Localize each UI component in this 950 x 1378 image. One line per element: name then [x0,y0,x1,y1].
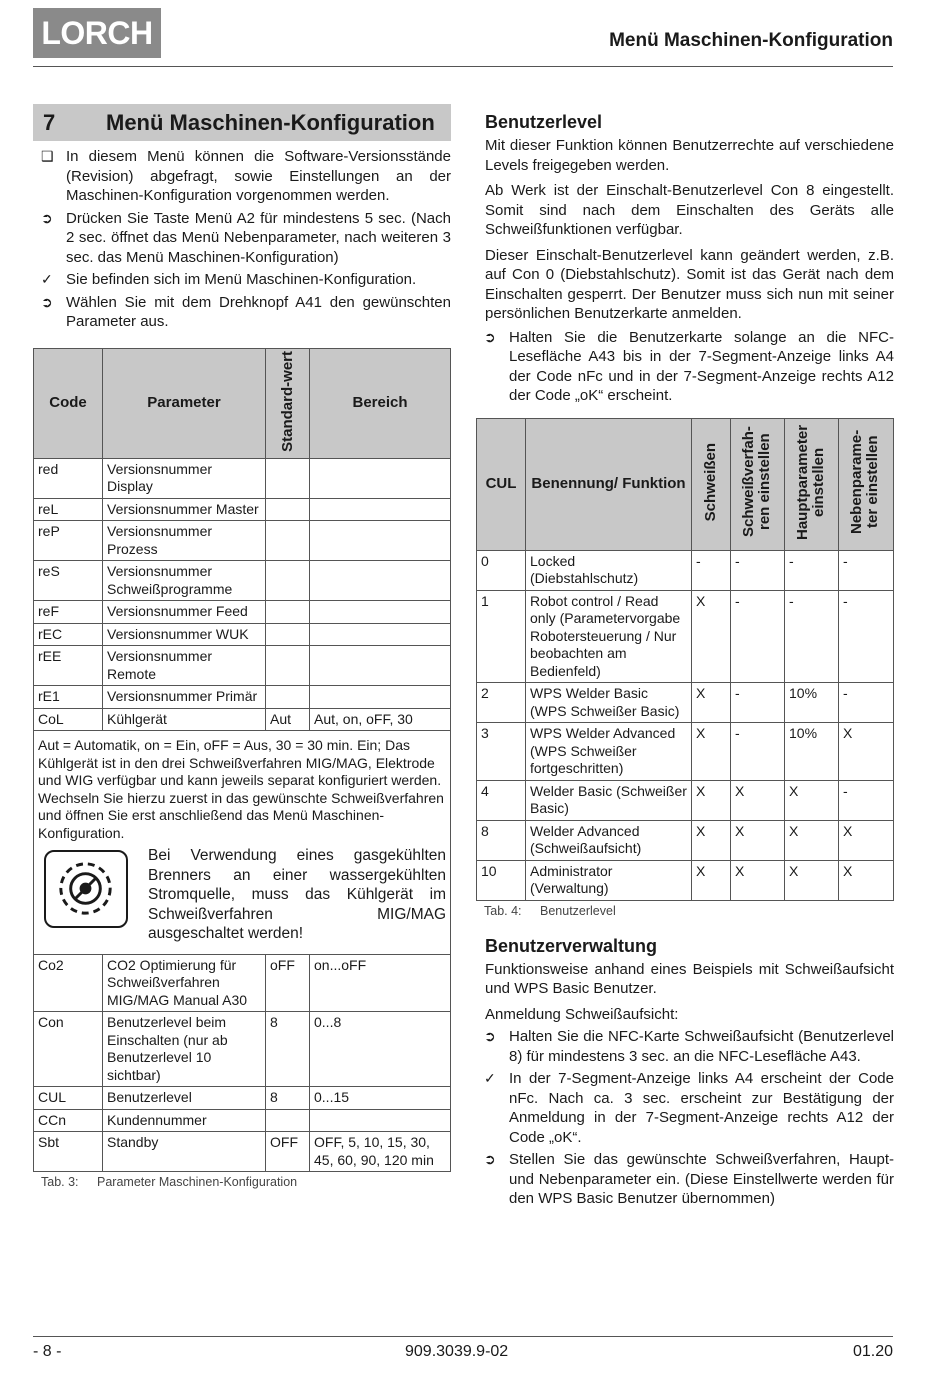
col-header-welding: Schweißen [692,418,731,550]
table4-caption: Tab. 4: Benutzerlevel [484,903,616,918]
page-number: - 8 - [33,1343,62,1360]
col-header-name: Benennung/ Funktion [526,418,692,550]
table-cell: reF [34,601,103,624]
table-row [34,646,451,686]
table-row [34,498,451,521]
table-cell: X [731,820,785,860]
chapter-heading [33,104,451,141]
list-item [33,293,451,332]
table-row [477,550,894,590]
table-cell [266,1109,310,1132]
table-cell: 1 [477,590,526,683]
table-row [477,683,894,723]
table-cell: Sbt [34,1132,103,1172]
cooling-note: Aut = Automatik, on = Ein, oFF = Aus, 30 = 30 min. Ein; Das Kühlgerät ist in den drei Schweißverfahren MIG/MAG, Elektrode und WIG verfügbar und kann jeweils separat konfiguriert werden. Wechseln Sie hierzu zuerst in das gewünschte Schweißverfahren und öffnen Sie erst anschließend das Menü Maschinen-Konfiguration. [38,737,444,841]
table-cell: Versionsnummer Schweißprogramme [103,561,266,601]
bullet-symbol: ➲ [484,1151,496,1167]
bullet-symbol: ❑ [41,148,54,164]
table-cell: OFF, 5, 10, 15, 30, 45, 60, 90, 120 min [310,1132,451,1172]
table-cell: CCn [34,1109,103,1132]
chapter-number: 7 [43,109,56,135]
table-row [34,458,451,498]
table-cell [310,521,451,561]
table-cell: Aut [266,708,310,731]
bullet-symbol: ➲ [41,293,53,310]
table-cell: 10 [477,860,526,900]
table-cell [310,686,451,709]
list-item-text: Drücken Sie Taste Menü A2 für mindestens 5 sec. (Nach 2 sec. öffnet das Menü Nebenparameter, nach weiteren 3 sec. das Menü Maschinen-Konfiguration) [66,209,451,266]
step-item [476,1069,894,1147]
table-cell: 8 [266,1012,310,1087]
paragraph: Mit dieser Funktion können Benutzerrechte auf verschiedene Levels freigegeben werden. [485,137,894,174]
document-number: 909.3039.9-02 [405,1343,509,1360]
table-row [34,1012,451,1087]
step-text: Stellen Sie das gewünschte Schweißverfahren, Haupt- und Nebenparameter ein. (Diese Einstellwerte werden für den WPS Basic Benutzer übernommen) [509,1151,894,1207]
table3-caption: Tab. 3: Parameter Maschinen-Konfiguration [41,1175,298,1190]
col-header-range: Bereich [310,348,451,458]
table-cell: - [839,683,894,723]
table-cell: 2 [477,683,526,723]
table-cell: Aut, on, oFF, 30 [310,708,451,731]
settings-gear-icon [44,850,128,928]
table-cell: X [839,860,894,900]
table-cell: X [785,820,839,860]
list-item [33,209,451,268]
table-row [34,561,451,601]
table-cell: - [731,590,785,683]
table-cell: - [692,550,731,590]
table-cell [310,601,451,624]
table-header-row [34,348,451,458]
table-cell: oFF [266,954,310,1012]
table-cell [310,1109,451,1132]
table-cell: Versionsnummer Primär [103,686,266,709]
table-cell: X [785,860,839,900]
parameter-table [33,348,451,1173]
table-cell: Welder Basic (Schweißer Basic) [526,780,692,820]
table-cell: - [839,550,894,590]
table-row [34,1109,451,1132]
table-cell [310,561,451,601]
table-cell: Benutzerlevel beim Einschalten (nur ab Benutzerlevel 10 sichtbar) [103,1012,266,1087]
paragraph: Anmeldung Schweißaufsicht: [485,1005,679,1023]
table-cell: X [692,780,731,820]
table-cell: Administrator (Verwaltung) [526,860,692,900]
table-cell: Standby [103,1132,266,1172]
right-column [476,112,894,1209]
paragraph: Ab Werk ist der Einschalt-Benutzerlevel Con 8 eingestellt. Somit sind nach dem Einschalten des Geräts alle Schweißfunktionen verfügbar. [485,182,894,238]
table-row [477,723,894,781]
table-cell [266,646,310,686]
table-cell: - [731,550,785,590]
table-cell [266,686,310,709]
table-cell: X [692,683,731,723]
step-item [476,1027,894,1066]
paragraph: Funktionsweise anhand eines Beispiels mit Schweißaufsicht und WPS Basic Benutzer. [485,960,894,997]
table-cell: CO2 Optimierung für Schweißverfahren MIG/MAG Manual A30 [103,954,266,1012]
table-cell: 3 [477,723,526,781]
table-cell: Robot control / Read only (Parametervorgabe Robotersteuerung / Nur beobachten am Bedienfeld) [526,590,692,683]
table-cell: reL [34,498,103,521]
table-row [34,686,451,709]
col-header-code: Code [34,348,103,458]
table-cell: X [692,860,731,900]
header-title: Menü Maschinen-Konfiguration [609,30,893,51]
col-header-sub-params: Nebenparame-ter einstellen [839,418,894,550]
table-row [34,1087,451,1110]
bullet-symbol: ➲ [484,1028,496,1044]
step-text: In der 7-Segment-Anzeige links A4 erscheint der Code nFc. Nach ca. 3 sec. erscheint zur Bestätigung der Anmeldung in der 7-Segment-Anzeige rechts A12 der Code „oK“. [509,1070,894,1146]
table-row [477,860,894,900]
table-cell: Kühlgerät [103,708,266,731]
table-cell [266,498,310,521]
table-cell: - [785,590,839,683]
table-cell [266,601,310,624]
table-cell: X [692,820,731,860]
table-cell [310,498,451,521]
table-cell: 8 [477,820,526,860]
table-row [34,708,451,731]
chapter-title: Menü Maschinen-Konfiguration [106,109,435,135]
table-row [477,820,894,860]
table-cell: Co2 [34,954,103,1012]
left-column [33,104,451,1189]
table-cell: Kundennummer [103,1109,266,1132]
table-header-row [477,418,894,550]
list-item-text: Wählen Sie mit dem Drehknopf A41 den gewünschten Parameter aus. [66,293,451,330]
table-cell: X [839,723,894,781]
table-row [34,623,451,646]
userlevel-table [476,418,894,901]
footer-divider [33,1336,893,1337]
section-heading-benutzerverwaltung: Benutzerverwaltung [485,935,658,956]
table-cell: Welder Advanced (Schweißaufsicht) [526,820,692,860]
list-item [33,270,451,290]
table-cell: Locked (Diebstahlschutz) [526,550,692,590]
warning-box [38,846,446,944]
table-cell: Versionsnummer Prozess [103,521,266,561]
section-heading-benutzerlevel: Benutzerlevel [485,112,603,132]
table-cell: X [692,590,731,683]
table-cell: - [731,683,785,723]
table-cell: 10% [785,723,839,781]
intro-list [33,147,451,332]
table-cell: - [731,723,785,781]
table-cell: WPS Welder Basic (WPS Schweißer Basic) [526,683,692,723]
table-cell: 4 [477,780,526,820]
table-cell: rEC [34,623,103,646]
list-item-text: In diesem Menü können die Software-Versionsstände (Revision) abgefragt, sowie Einstellungen an der Maschinen-Konfiguration vorgenommen werden. [66,148,451,204]
table-cell: X [731,860,785,900]
table-cell [310,458,451,498]
table-cell: rE1 [34,686,103,709]
step-item [476,1150,894,1209]
table-row [34,521,451,561]
table-row [477,780,894,820]
table-cell: reP [34,521,103,561]
table-cell [310,646,451,686]
table-cell: Versionsnummer Display [103,458,266,498]
col-header-cul: CUL [477,418,526,550]
table-cell [266,521,310,561]
table-cell: red [34,458,103,498]
table-cell: - [785,550,839,590]
table-cell: Versionsnummer WUK [103,623,266,646]
table-cell: 0...15 [310,1087,451,1110]
table-cell: Benutzerlevel [103,1087,266,1110]
table-row [34,954,451,1012]
table-cell: WPS Welder Advanced (WPS Schweißer fortgeschritten) [526,723,692,781]
table-row [34,1132,451,1172]
table-cell: 10% [785,683,839,723]
warning-text: Bei Verwendung eines gasgekühlten Brenners an einer wassergekühlten Stromquelle, muss das Kühlgerät im Schweißverfahren MIG/MAG ausgeschaltet werden! [148,847,446,943]
bullet-symbol: ✓ [484,1070,496,1086]
table-cell: Con [34,1012,103,1087]
col-header-main-params: Hauptparameter einstellen [785,418,839,550]
table-cell: on...oFF [310,954,451,1012]
table-cell: reS [34,561,103,601]
table-cell: Versionsnummer Master [103,498,266,521]
bullet-symbol: ✓ [41,271,53,287]
table-cell: X [839,820,894,860]
col-header-process: Schweißverfah-ren einstellen [731,418,785,550]
table-cell: X [785,780,839,820]
bullet-symbol: ➲ [41,209,53,226]
table-row [477,590,894,683]
table-cell: OFF [266,1132,310,1172]
table-cell [266,458,310,498]
table-cell: CUL [34,1087,103,1110]
list-item-text: Sie befinden sich im Menü Maschinen-Konfiguration. [66,271,417,288]
col-header-parameter: Parameter [103,348,266,458]
table-row [34,601,451,624]
step-item: ➲ Halten Sie die Benutzerkarte solange an die NFC-Lesefläche A43 bis in der 7-Segment-Anzeige links A4 der Code nFc und in der 7-Segment-Anzeige rechts A12 der Code „oK“ erscheint. [484,328,894,404]
table-cell: 0 [477,550,526,590]
table-cell: rEE [34,646,103,686]
table-cell: - [839,780,894,820]
table-cell [310,623,451,646]
header-divider [33,66,893,67]
table-cell: Versionsnummer Remote [103,646,266,686]
table-cell: X [731,780,785,820]
table-cell: X [692,723,731,781]
col-header-standard: Standard-wert [266,348,310,458]
table-cell: CoL [34,708,103,731]
table-cell: - [839,590,894,683]
table-cell: Versionsnummer Feed [103,601,266,624]
brand-logo: LORCH [33,8,161,58]
table-cell: 8 [266,1087,310,1110]
step-text: Halten Sie die NFC-Karte Schweißaufsicht (Benutzerlevel 8) für mindestens 3 sec. an die NFC-Lesefläche A43. [509,1028,894,1065]
table-cell [266,623,310,646]
document-date: 01.20 [852,1343,893,1360]
table-cell [266,561,310,601]
note-row [34,731,451,955]
list-item [33,147,451,206]
paragraph: Dieser Einschalt-Benutzerlevel kann geändert werden, z.B. auf Con 0 (Diebstahlschutz). Somit ist das Gerät nach dem Einschalten gesperrt. Der Benutzer muss sich nun mit seiner persönlichen Benutzerkarte anmelden. [485,246,894,322]
table-cell: 0...8 [310,1012,451,1087]
